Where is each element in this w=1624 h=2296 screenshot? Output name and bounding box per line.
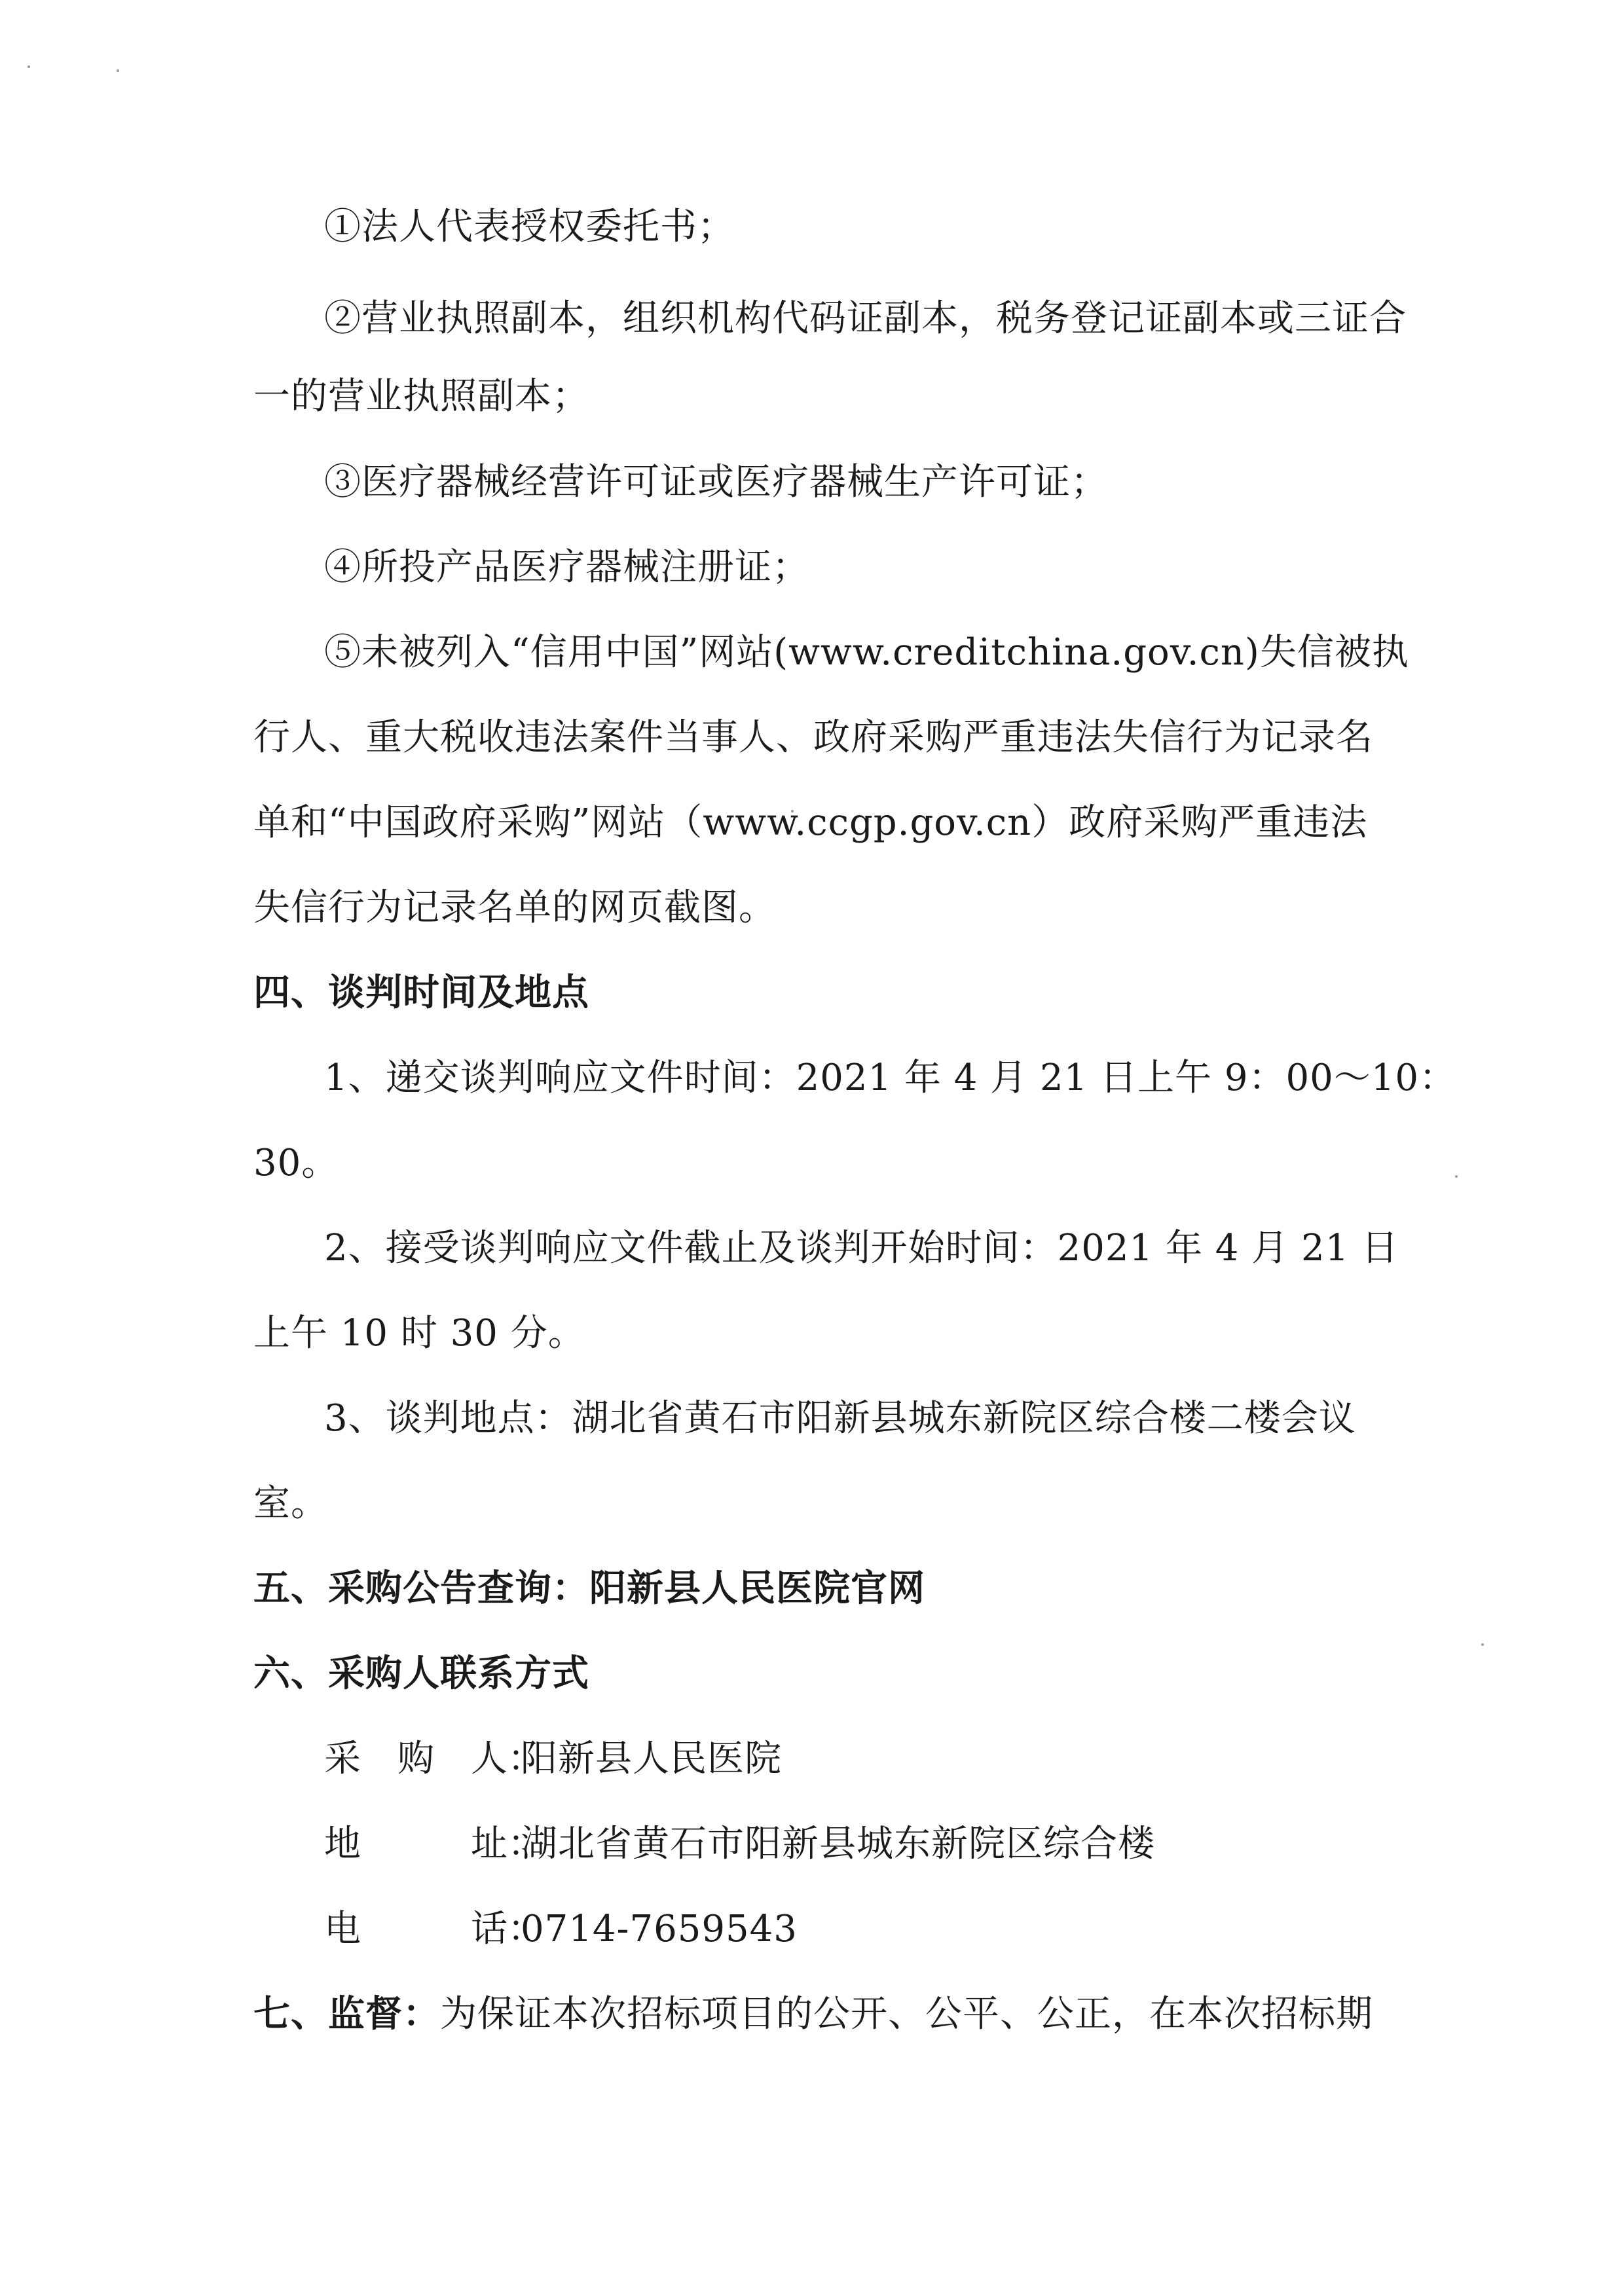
contact-purchaser-label: 采 购 人： xyxy=(324,1738,544,1780)
scan-speck xyxy=(1455,1175,1458,1178)
scan-speck xyxy=(1481,1643,1484,1646)
contact-purchaser xyxy=(324,1736,782,1782)
item-medical-device-permit: ③医疗器械经营许可证或医疗器械生产许可证； xyxy=(324,461,1108,503)
contact-address xyxy=(324,1821,1155,1867)
section4-heading: 四、谈判时间及地点 xyxy=(253,972,589,1014)
section7-text: 为保证本次招标项目的公开、公平、公正，在本次招标期 xyxy=(440,1993,1373,2035)
section7-paragraph xyxy=(253,1992,1373,2037)
item-business-license-line2: 一的营业执照副本； xyxy=(253,375,589,418)
section5-heading: 五、采购公告查询：阳新县人民医院官网 xyxy=(253,1567,925,1610)
scan-speck xyxy=(28,65,30,68)
scan-speck xyxy=(117,69,119,72)
contact-purchaser-value: 阳新县人民医院 xyxy=(521,1738,782,1780)
item-credit-check-line3: 单和“中国政府采购”网站（www.ccgp.gov.cn）政府采购严重违法 xyxy=(253,801,1368,844)
item-business-license-line1: ②营业执照副本，组织机构代码证副本，税务登记证副本或三证合 xyxy=(324,297,1407,340)
section4-deadline-line2: 上午 10 时 30 分。 xyxy=(253,1312,585,1355)
contact-phone-value: 0714-7659543 xyxy=(521,1908,798,1950)
item-credit-check-line2: 行人、重大税收违法案件当事人、政府采购严重违法失信行为记录名 xyxy=(253,716,1373,759)
section4-deadline-line1: 2、接受谈判响应文件截止及谈判开始时间：2021 年 4 月 21 日 xyxy=(324,1227,1399,1269)
item-device-registration: ④所投产品医疗器械注册证； xyxy=(324,546,809,589)
item-credit-check-line4: 失信行为记录名单的网页截图。 xyxy=(253,886,776,929)
item-legal-rep-authorization: ①法人代表授权委托书； xyxy=(324,206,735,248)
section7-heading: 七、监督： xyxy=(253,1993,440,2035)
section4-submission-time-line1: 1、递交谈判响应文件时间：2021 年 4 月 21 日上午 9：00～10： xyxy=(324,1057,1456,1099)
contact-address-label: 地 址： xyxy=(324,1823,544,1865)
contact-address-value: 湖北省黄石市阳新县城东新院区综合楼 xyxy=(521,1823,1155,1865)
section4-submission-time-line2: 30。 xyxy=(253,1142,339,1184)
section6-heading: 六、采购人联系方式 xyxy=(253,1652,589,1695)
section4-location-line2: 室。 xyxy=(253,1482,328,1525)
item-credit-check-line1: ⑤未被列入“信用中国”网站(www.creditchina.gov.cn)失信被执 xyxy=(324,631,1409,674)
section4-location-line1: 3、谈判地点：湖北省黄石市阳新县城东新院区综合楼二楼会议 xyxy=(324,1397,1356,1440)
contact-phone xyxy=(324,1906,798,1952)
contact-phone-label: 电 话： xyxy=(324,1908,544,1950)
